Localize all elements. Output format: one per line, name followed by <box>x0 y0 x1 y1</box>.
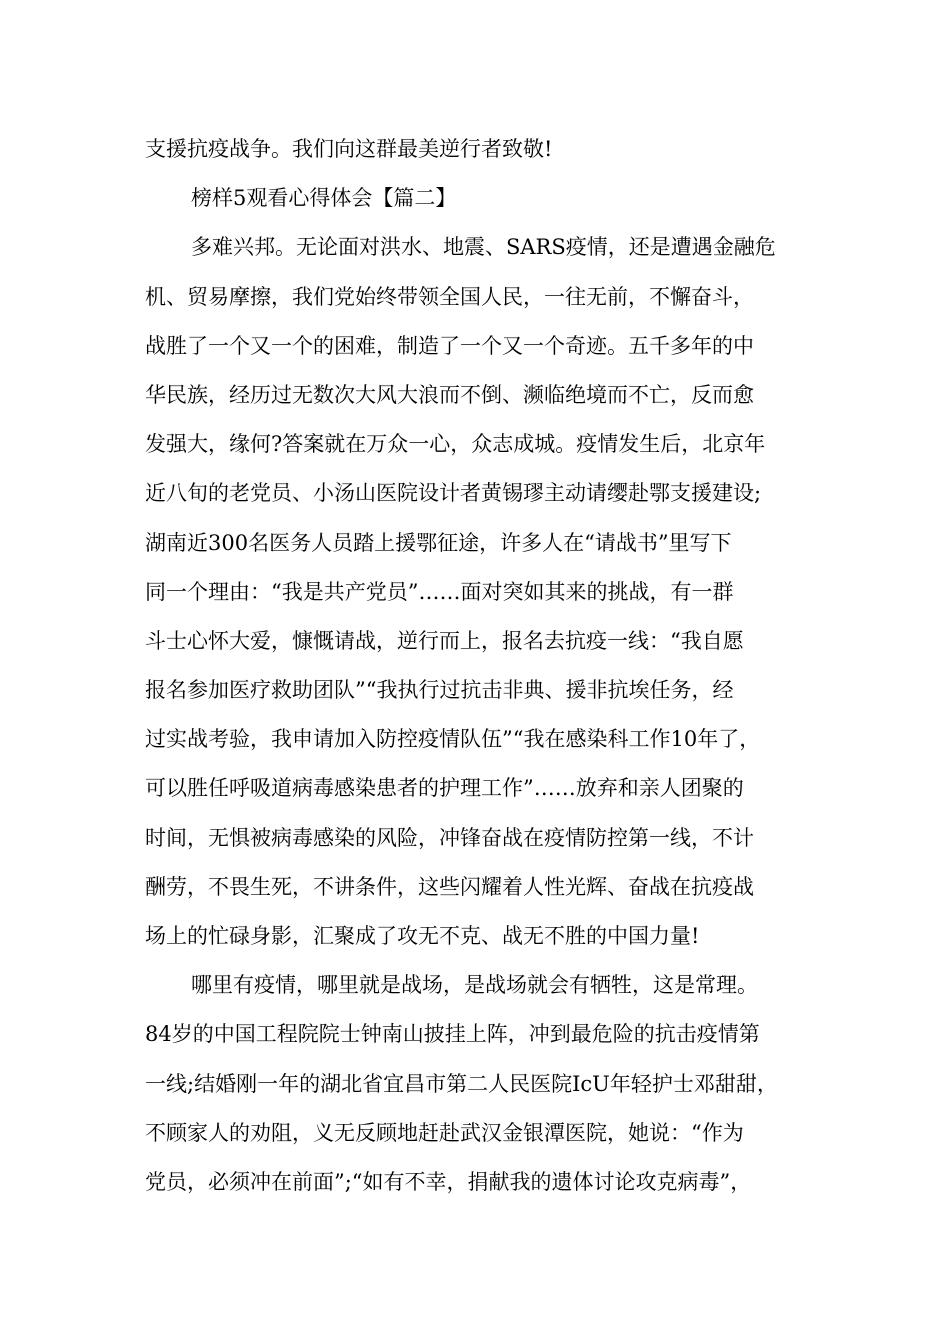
text-line: 斗士心怀大爱，慷慨请战，逆行而上，报名去抗疫一线：“我自愿 <box>145 628 744 653</box>
text-line: 多难兴邦。无论面对洪水、地震、SARS疫情，还是遭遇金融危 <box>191 235 776 260</box>
text-line: 哪里有疫情，哪里就是战场，是战场就会有牺牲，这是常理。 <box>191 973 758 998</box>
text-line: 湖南近300名医务人员踏上援鄂征途，许多人在“请战书”里写下 <box>145 530 732 555</box>
text-line: 报名参加医疗救助团队”“我执行过抗击非典、援非抗埃任务，经 <box>145 678 734 703</box>
text-line: 机、贸易摩擦，我们党始终带领全国人民，一往无前，不懈奋斗， <box>145 284 754 309</box>
text-line: 发强大，缘何?答案就在万众一心，众志成城。疫情发生后，北京年 <box>145 432 766 457</box>
text-line: 84岁的中国工程院院士钟南山披挂上阵，冲到最危险的抗击疫情第 <box>145 1022 760 1047</box>
text-line: 一线;结婚刚一年的湖北省宜昌市第二人民医院IcU年轻护士邓甜甜， <box>145 1071 778 1096</box>
paragraph-body-1 <box>145 223 815 961</box>
paragraph-continuation <box>145 125 815 174</box>
text-line: 党员，必须冲在前面”;“如有不幸，捐献我的遗体讨论攻克病毒”， <box>145 1169 752 1194</box>
text-line: 酬劳，不畏生死，不讲条件，这些闪耀着人性光辉、奋战在抗疫战 <box>145 874 754 899</box>
text-line: 可以胜任呼吸道病毒感染患者的护理工作”……放弃和亲人团聚的 <box>145 776 744 801</box>
text-line: 战胜了一个又一个的困难，制造了一个又一个奇迹。五千多年的中 <box>145 333 754 358</box>
text-line: 场上的忙碌身影，汇聚成了攻无不克、战无不胜的中国力量! <box>145 924 700 948</box>
paragraph-body-2 <box>145 961 815 1207</box>
text-line: 时间，无惧被病毒感染的风险，冲锋奋战在疫情防控第一线，不计 <box>145 825 754 850</box>
document-body <box>145 125 815 1207</box>
text-line: 华民族，经历过无数次大风大浪而不倒、濒临绝境而不亡，反而愈 <box>145 382 754 407</box>
text-line: 同一个理由：“我是共产党员”……面对突如其来的挑战，有一群 <box>145 579 734 604</box>
heading-text: 榜样5观看心得体会【篇二】 <box>191 186 457 211</box>
text-line: 不顾家人的劝阻，义无反顾地赶赴武汉金银潭医院，她说：“作为 <box>145 1120 744 1145</box>
text-line: 支援抗疫战争。我们向这群最美逆行者致敬! <box>145 137 553 161</box>
section-heading <box>145 174 815 223</box>
text-line: 过实战考验，我申请加入防控疫情队伍”“我在感染科工作10年了， <box>145 727 761 752</box>
text-line: 近八旬的老党员、小汤山医院设计者黄锡璆主动请缨赴鄂支援建设; <box>145 481 762 506</box>
